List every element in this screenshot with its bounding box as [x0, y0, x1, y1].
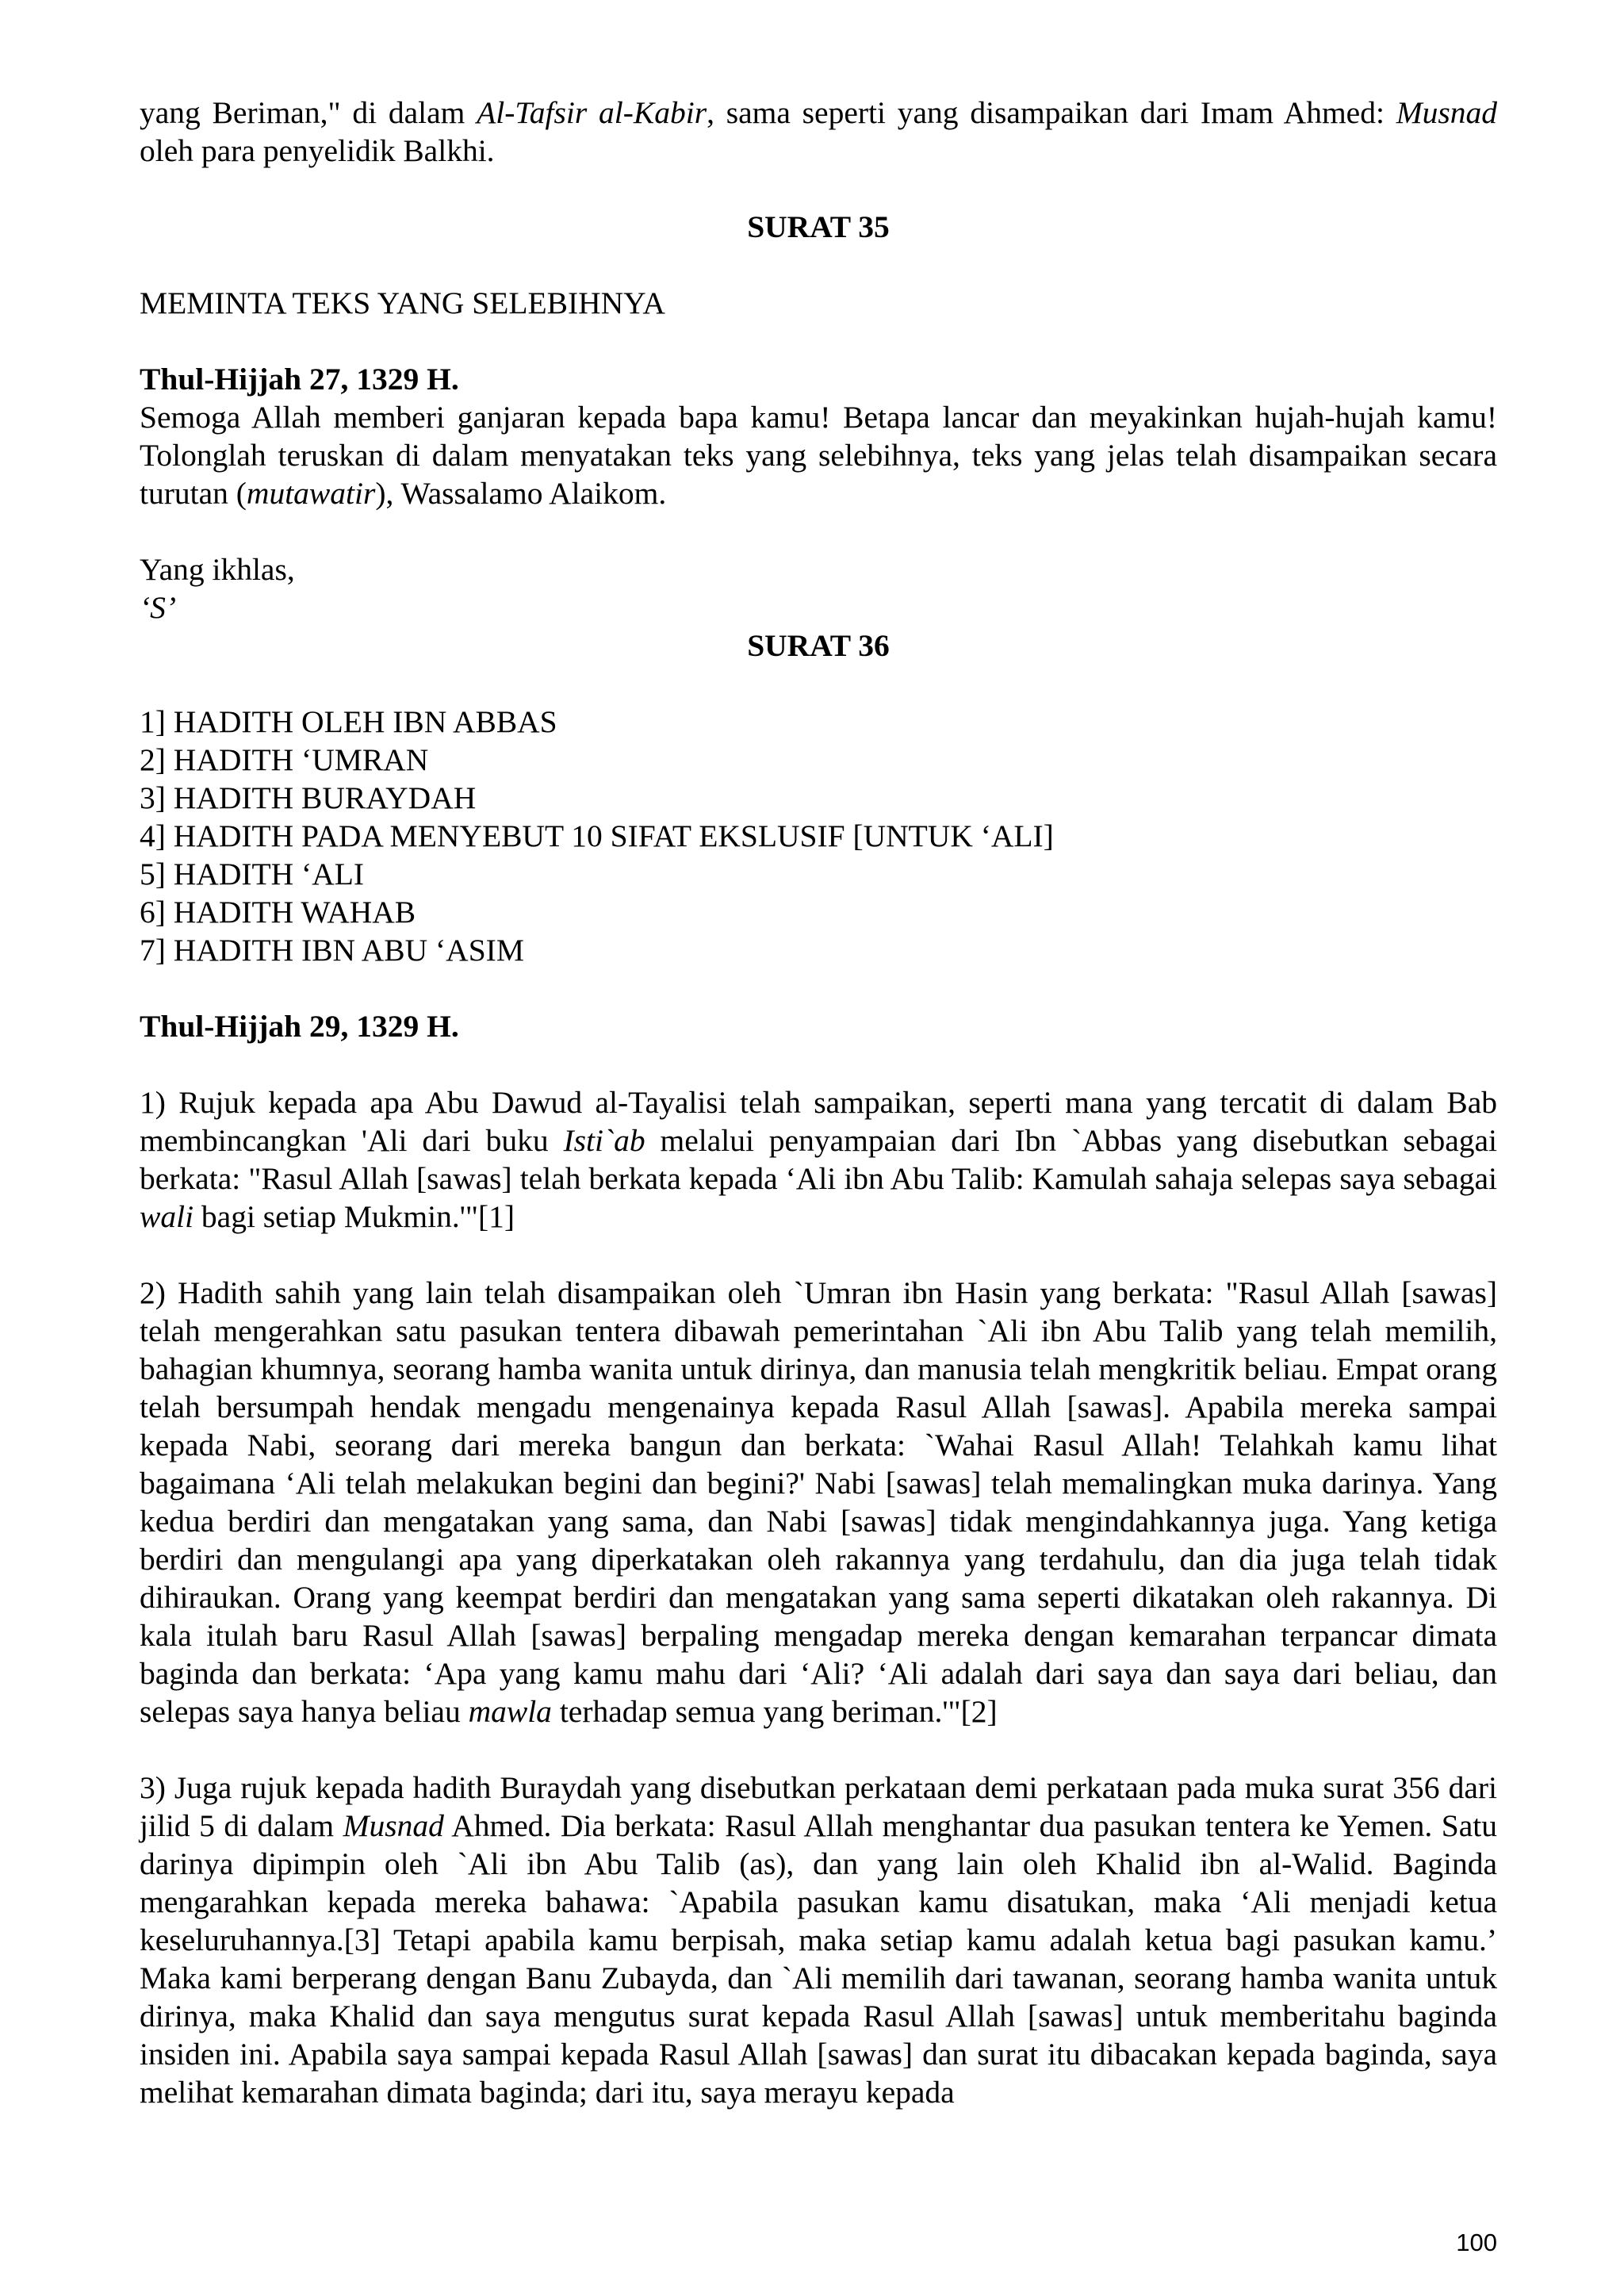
paragraph-3: 3) Juga rujuk kepada hadith Buraydah yang disebutkan perkataan demi perkataan pada muka surat 356 dari jilid 5 di dalam Musnad Ahmed. Dia berkata: Rasul Allah menghantar dua pasukan tentera ke Yemen. Satu darinya dipimpin oleh `Ali ibn Abu Talib (as), dan yang lain oleh Khalid ibn al-Walid. Baginda mengarahkan kepada mereka bahawa: `Apabila pasukan kamu disatukan, maka ‘Ali menjadi ketua keseluruhannya.[3] Tetapi apabila kamu berpisah, maka setiap kamu adalah ketua bagi pasukan kamu.’ Maka kami berperang dengan Banu Zubayda, dan `Ali memilih dari tawanan, seorang hamba wanita untuk dirinya, maka Khalid dan saya mengutus surat kepada Rasul Allah [sawas] untuk memberitahu baginda insiden ini. Apabila saya sampai kepada Rasul Allah [sawas] dan surat itu dibacakan kepada baginda, saya melihat kemarahan dimata baginda; dari itu, saya merayu kepada — [140, 1770, 1497, 2110]
intro-text: oleh para penyelidik Balkhi. — [140, 133, 495, 168]
paragraph-2: 2) Hadith sahih yang lain telah disampaikan oleh `Umran ibn Hasin yang berkata: "Rasul Allah [sawas] telah mengerahkan satu pasukan tentera dibawah pemerintahan `Ali ibn Abu Talib yang telah memilih, bahagian khumnya, seorang hamba wanita untuk dirinya, dan manusia telah mengkritik beliau. Empat orang telah bersumpah hendak mengadu mengenainya kepada Rasul Allah [sawas]. Apabila mereka sampai kepada Nabi, seorang dari mereka bangun dan berkata: `Wahai Rasul Allah! Telahkah kamu lihat bagaimana ‘Ali telah melakukan begini dan begini?' Nabi [sawas] telah memalingkan muka darinya. Yang kedua berdiri dan mengatakan yang sama, dan Nabi [sawas] tidak mengindahkannya juga. Yang ketiga berdiri dan mengulangi apa yang diperkatakan oleh rakannya yang terdahulu, dan dia juga telah tidak dihiraukan. Orang yang keempat berdiri dan mengatakan yang sama seperti dikatakan oleh rakannya. Di kala itulah baru Rasul Allah [sawas] berpaling mengadap mereka dengan kemarahan terpancar dimata baginda dan berkata: ‘Apa yang kamu mahu dari ‘Ali? ‘Ali adalah dari saya dan saya dari beliau, dan selepas saya hanya beliau mawla terhadap semua yang beriman.'"[2] — [140, 1275, 1497, 1729]
paragraph-1: 1) Rujuk kepada apa Abu Dawud al-Tayalisi telah sampaikan, seperti mana yang tercatit di dalam Bab membincangkan 'Ali dari buku Isti`ab melalui penyampaian dari Ibn `Abbas yang disebutkan sebagai berkata: "Rasul Allah [sawas] telah berkata kepada ‘Ali ibn Abu Talib: Kamulah sahaja selepas saya sebagai wali bagi setiap Mukmin.'"[1] — [140, 1085, 1498, 1234]
letter-35-body: Semoga Allah memberi ganjaran kepada bapa kamu! Betapa lancar dan meyakinkan hujah-hujah kamu! Tolonglah teruskan di dalam menyatakan teks yang selebihnya, teks yang jelas telah disampaikan secara turutan (mutawatir), Wassalamo Alaikom. — [140, 400, 1497, 511]
hadith-list — [140, 703, 1497, 969]
document-page — [140, 94, 1497, 2111]
letter-36-date: Thul-Hijjah 29, 1329 H. — [140, 1009, 459, 1044]
list-item: 7] HADITH IBN ABU ‘ASIM — [140, 933, 524, 968]
page-number: 100 — [1456, 2229, 1497, 2256]
list-item: 5] HADITH ‘ALI — [140, 857, 364, 891]
letter-35-date: Thul-Hijjah 27, 1329 H. — [140, 362, 459, 397]
letter-35-signature: ‘S’ — [140, 590, 177, 625]
italic-term: wali — [140, 1199, 194, 1234]
list-item: 2] HADITH ‘UMRAN — [140, 742, 429, 777]
letter-35-closing: Yang ikhlas, — [140, 552, 295, 587]
list-item: 4] HADITH PADA MENYEBUT 10 SIFAT EKSLUSIF [UNTUK ‘ALI] — [140, 818, 1054, 853]
list-item: 1] HADITH OLEH IBN ABBAS — [140, 704, 557, 739]
letter-35-heading: SURAT 35 — [747, 209, 890, 244]
intro-text: yang Beriman," di dalam — [140, 95, 477, 130]
intro-italic-title: Musnad — [1396, 95, 1497, 130]
intro-text: , sama seperti yang disampaikan dari Imam Ahmed: — [707, 95, 1396, 130]
list-item: 3] HADITH BURAYDAH — [140, 780, 477, 815]
italic-term: mawla — [468, 1694, 552, 1729]
italic-term: mutawatir — [246, 476, 376, 511]
intro-paragraph — [140, 94, 1497, 170]
italic-term: Musnad — [343, 1808, 444, 1843]
list-item: 6] HADITH WAHAB — [140, 895, 416, 930]
intro-italic-title: Al-Tafsir al-Kabir — [477, 95, 707, 130]
letter-35-subtitle: MEMINTA TEKS YANG SELEBIHNYA — [140, 286, 665, 320]
letter-36-heading: SURAT 36 — [747, 628, 890, 663]
italic-term: Isti`ab — [563, 1123, 645, 1158]
